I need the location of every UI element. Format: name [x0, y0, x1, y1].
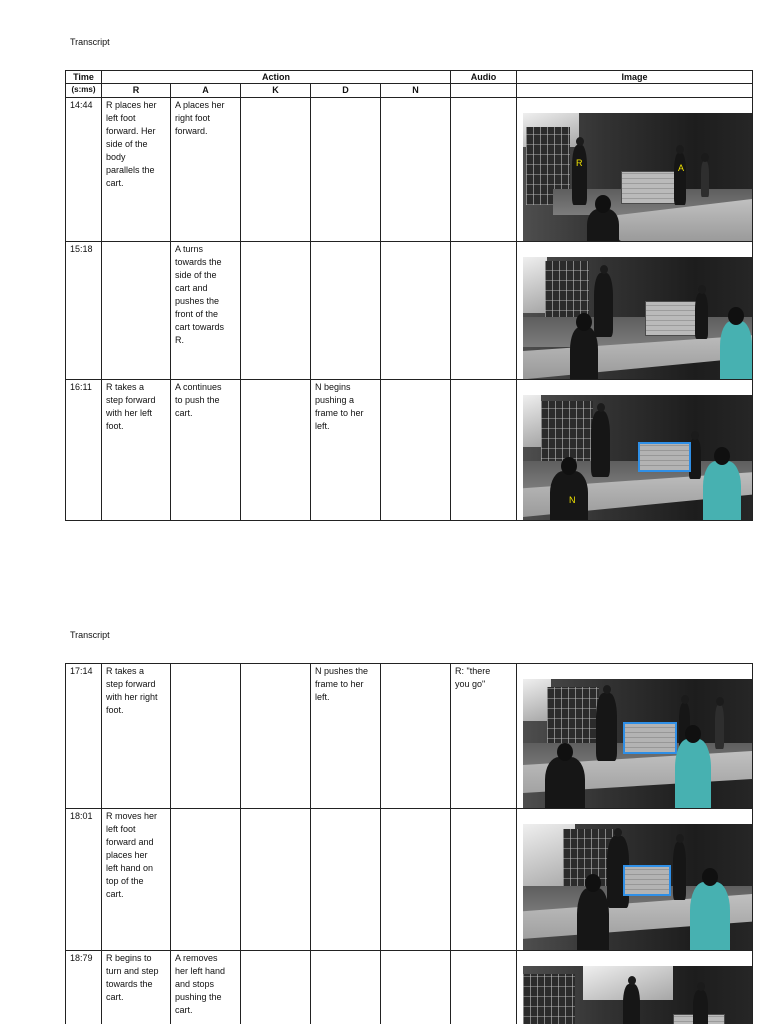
actor-label-n: N	[569, 495, 576, 505]
person-a	[695, 293, 708, 339]
action-k-cell	[241, 951, 311, 1024]
foreground-person-teal	[690, 882, 730, 951]
audio-cell	[451, 98, 517, 242]
actor-label-r: R	[576, 158, 583, 168]
action-a-cell	[171, 809, 241, 951]
lit-wall	[523, 395, 541, 447]
action-d-cell	[311, 809, 381, 951]
action-r-cell: R places her left foot forward. Her side of the body parallels the cart.	[102, 98, 171, 242]
action-k-cell	[241, 380, 311, 521]
video-frame	[523, 257, 752, 380]
action-n-cell	[381, 809, 451, 951]
time-header: Time	[66, 71, 102, 84]
timestamp-cell: 18:79	[66, 951, 102, 1024]
audio-cell	[451, 809, 517, 951]
video-frame	[523, 824, 752, 951]
time-unit-header: (s:ms)	[66, 84, 102, 98]
transcript-table	[65, 70, 753, 521]
action-n-cell	[381, 242, 451, 380]
action-d-cell: N pushes the frame to her left.	[311, 664, 381, 809]
annotation-box	[623, 865, 671, 896]
video-frame	[523, 966, 752, 1024]
action-d-cell	[311, 951, 381, 1024]
image-cell	[517, 242, 753, 380]
action-a-cell: A removes her left hand and stops pushing the cart.	[171, 951, 241, 1024]
person-r	[623, 984, 640, 1024]
action-n-cell	[381, 951, 451, 1024]
person-r	[572, 145, 587, 205]
audio-cell	[451, 380, 517, 521]
actor-label-a: A	[678, 163, 685, 173]
foreground-person-teal	[703, 461, 741, 521]
actor-header-a: A	[171, 84, 241, 98]
person-r	[591, 411, 610, 477]
video-frame	[523, 395, 752, 521]
video-frame	[523, 113, 752, 242]
image-cell	[517, 380, 753, 521]
action-a-cell: A continues to push the cart.	[171, 380, 241, 521]
action-n-cell	[381, 98, 451, 242]
transcript-table	[65, 663, 753, 1024]
actor-header-k: K	[241, 84, 311, 98]
actor-header-n: N	[381, 84, 451, 98]
actor-header-d: D	[311, 84, 381, 98]
image-subheader	[517, 84, 753, 98]
image-cell	[517, 951, 753, 1024]
image-cell	[517, 98, 753, 242]
person-r	[596, 693, 617, 761]
foreground-person-teal	[720, 321, 752, 380]
background-person	[715, 705, 724, 749]
foreground-person	[570, 327, 598, 380]
action-a-cell: A turns towards the side of the cart and pushes the front of the cart towards R.	[171, 242, 241, 380]
action-k-cell	[241, 98, 311, 242]
action-d-cell: N begins pushing a frame to her left.	[311, 380, 381, 521]
person-n	[545, 757, 585, 809]
actor-header-r: R	[102, 84, 171, 98]
annotation-box	[638, 442, 691, 472]
person-a	[693, 990, 708, 1024]
annotation-box	[623, 722, 677, 754]
audio-header: Audio	[451, 71, 517, 84]
person-n	[577, 888, 609, 951]
action-k-cell	[241, 809, 311, 951]
action-k-cell	[241, 242, 311, 380]
person-a	[674, 153, 686, 205]
section-title: Transcript	[70, 630, 110, 640]
person-r	[594, 273, 613, 337]
image-cell	[517, 809, 753, 951]
timestamp-cell: 18:01	[66, 809, 102, 951]
audio-subheader	[451, 84, 517, 98]
audio-cell	[451, 951, 517, 1024]
action-k-cell	[241, 664, 311, 809]
action-d-cell	[311, 242, 381, 380]
timestamp-cell: 17:14	[66, 664, 102, 809]
action-header: Action	[102, 71, 451, 84]
video-frame	[523, 679, 752, 809]
action-a-cell	[171, 664, 241, 809]
image-cell	[517, 664, 753, 809]
action-n-cell	[381, 664, 451, 809]
action-d-cell	[311, 98, 381, 242]
timestamp-cell: 14:44	[66, 98, 102, 242]
action-r-cell: R takes a step forward with her left foot.	[102, 380, 171, 521]
action-r-cell: R moves her left foot forward and places her left hand on top of the cart.	[102, 809, 171, 951]
action-r-cell: R takes a step forward with her right foot.	[102, 664, 171, 809]
scaffold-rack	[523, 974, 575, 1024]
foreground-person	[587, 209, 619, 242]
image-header: Image	[517, 71, 753, 84]
timestamp-cell: 16:11	[66, 380, 102, 521]
action-r-cell	[102, 242, 171, 380]
action-a-cell: A places her right foot forward.	[171, 98, 241, 242]
cart	[645, 301, 697, 336]
lit-wall	[523, 257, 547, 313]
person-a	[673, 842, 686, 900]
timestamp-cell: 15:18	[66, 242, 102, 380]
audio-cell	[451, 242, 517, 380]
background-person	[701, 161, 709, 197]
foreground-person-teal	[675, 739, 711, 809]
section-title: Transcript	[70, 37, 110, 47]
cart	[621, 171, 676, 204]
audio-cell: R: "there you go"	[451, 664, 517, 809]
action-r-cell: R begins to turn and step towards the cart.	[102, 951, 171, 1024]
action-n-cell	[381, 380, 451, 521]
